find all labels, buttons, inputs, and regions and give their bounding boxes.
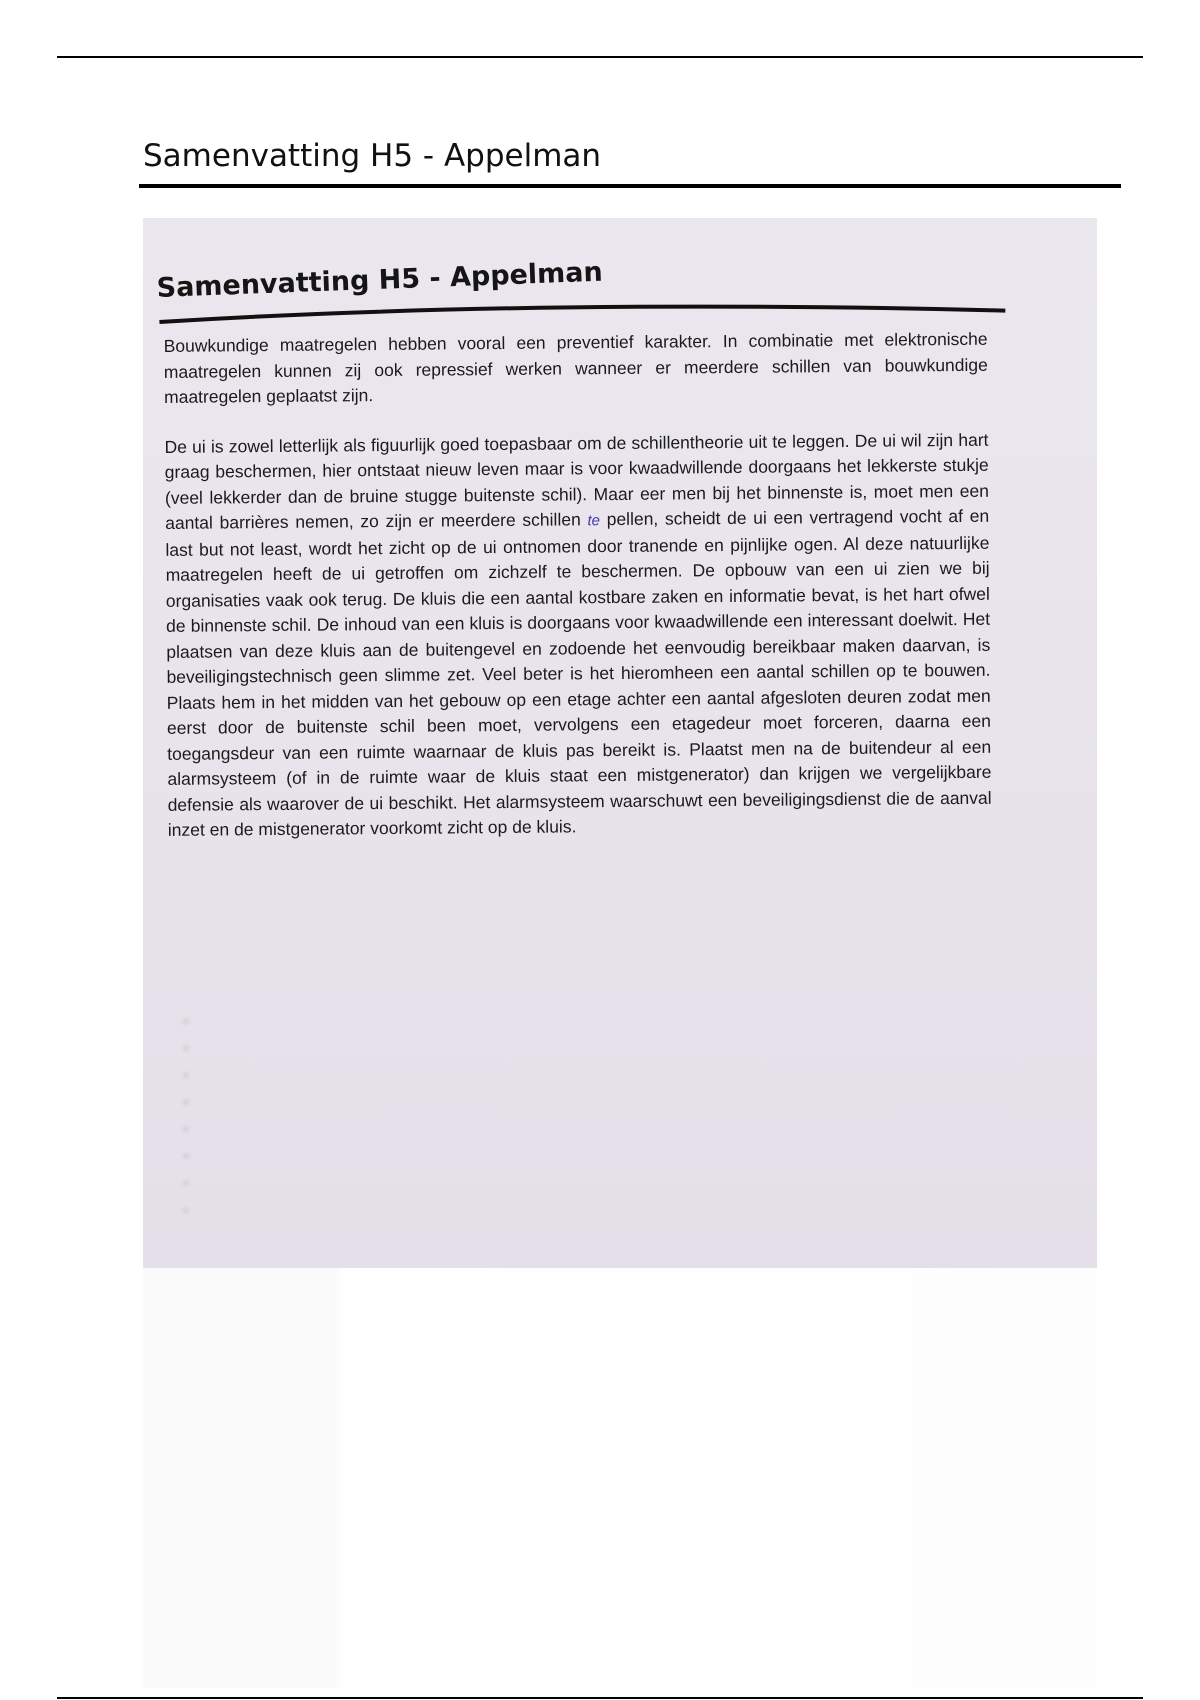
- title-underline: [139, 184, 1121, 188]
- scan-paragraph-2-part-a: De ui is zowel letterlijk als figuurlijk goed toepasbaar om de schillentheorie uit te leggen. De ui wil zijn hart graag beschermen, hier ontstaat nieuw leven maar is voor kwaadwillende doorgaans het lekkerste stukje (veel lekkerder dan de bruine stugge buitenste schil). Maar eer men bij het binnenste is, moet men een aantal barrières nemen, zo zijn er meerdere schillen: [164, 429, 990, 533]
- scan-paragraph-2-part-b: pellen, scheidt de ui een vertragend vocht af en last but not least, wordt het zicht op de ui ontnomen door tranende en pijnlijke ogen. Al deze natuurlijke maatregelen heeft de ui getroffen om zichzelf te beschermen. De opbouw van een ui zien we bij organisaties vaak ook terug. De kluis die een aantal kostbare zaken en informatie bevat, is het hart ofwel de binnenste schil. De inhoud van een kluis is doorgaans voor kwaadwillende een interessant doelwit. Het plaatsen van deze kluis aan de buitengevel en zodoende het eenvoudig bereikbaar maken daarvan, is beveiligingstechnisch geen slimme zet. Veel beter is het hieromheen een aantal schillen op te bouwen. Plaats hem in het midden van het gebouw op een etage achter een aantal afgesloten deuren zodat men eerst door de buitenste schil been moet, vervolgens een etagedeur moet forceren, daarna een toegangsdeur van een ruimte waarnaar de kluis pas bereikt is. Plaatst men na de buitendeur al een alarmsysteem (of in de ruimte waar de kluis staat een mistgenerator) dan krijgen we vergelijkbare defensie als waarover de ui beschikt. Het alarmsysteem waarschuwt een beveiligingsdienst die de aanval inzet en de mistgenerator voorkomt zicht op de kluis.: [165, 505, 992, 840]
- bottom-rule: [57, 1697, 1143, 1699]
- handwritten-note: te: [587, 512, 601, 530]
- page-title: Samenvatting H5 - Appelman: [143, 138, 602, 174]
- faded-bleed-through-text: [183, 1008, 823, 1224]
- scanned-text-area: [156, 256, 992, 844]
- scan-heading: Samenvatting H5 - Appelman: [156, 256, 604, 304]
- blank-page-area: [143, 1268, 1097, 1688]
- scan-paragraph-2: [164, 427, 992, 843]
- scanned-page-photo: [143, 218, 1097, 1268]
- top-rule: [57, 56, 1143, 58]
- scan-paragraph-1: Bouwkundige maatregelen hebben vooral een preventief karakter. In combinatie met elektronische maatregelen kunnen zij ook repressief werken wanneer er meerdere schillen van bouwkundige maatregelen geplaatst zijn.: [163, 328, 988, 407]
